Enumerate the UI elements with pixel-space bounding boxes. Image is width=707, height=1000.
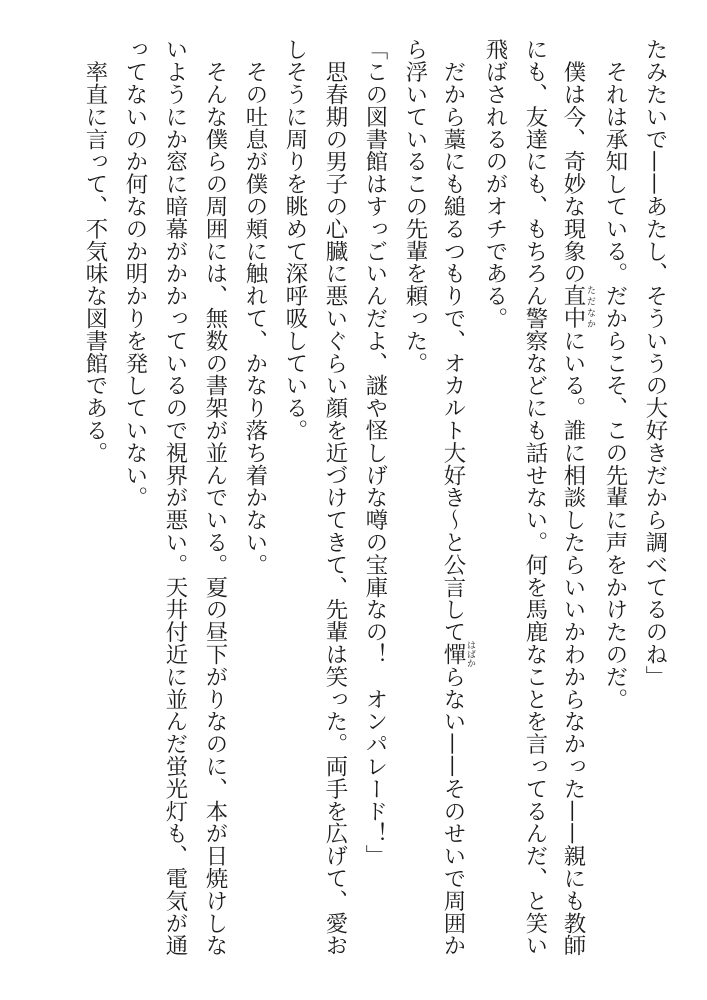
text-line: ってないのか何なのか明かりを発していない。 bbox=[122, 38, 148, 509]
text-line: そんな僕らの周囲には、無数の書架が並んでいる。夏の昼下がりなのに、本が日焼けしな bbox=[202, 38, 228, 957]
text-line: たみたいで——あたし、そういうの大好きだから調べてるのね」 bbox=[642, 38, 668, 688]
text-line: その吐息が僕の頬に触れて、かなり落ち着かない。 bbox=[242, 38, 268, 576]
text-line: 飛ばされるのがオチである。 bbox=[482, 38, 508, 330]
ruby-base: 憚 bbox=[440, 640, 466, 668]
text-line: それは承知している。だからこそ、この先輩に声をかけたのだ。 bbox=[602, 38, 628, 710]
body-text bbox=[75, 38, 675, 968]
ruby-text: ただなか bbox=[585, 284, 595, 330]
text-segment: にいる。誰に相談したらいいかわからなかった——親にも教師 bbox=[560, 329, 586, 957]
text-line: ら浮いているこの先輩を頼った。 bbox=[402, 38, 428, 374]
text-line bbox=[555, 38, 595, 968]
text-line: 「この図書館はすっごいんだよ、謎や怪しげな噂の宝庫なの！ オンパレード！」 bbox=[362, 38, 388, 867]
text-segment: だから藁にも縋るつもりで、オカルト大好き〜と公言して bbox=[440, 38, 466, 643]
ruby-annotation bbox=[560, 284, 595, 330]
text-line: 率直に言って、不気味な図書館である。 bbox=[82, 38, 108, 464]
text-line: にも、友達にも、もちろん警察などにも話せない。何を馬鹿なことを言ってるんだ、と笑い bbox=[522, 38, 548, 957]
text-line: しそうに周りを眺めて深呼吸している。 bbox=[282, 38, 308, 442]
text-segment: らない——そのせいで周囲か bbox=[440, 665, 466, 957]
text-line: 思春期の男子の心臓に悪いぐらい顔を近づけてきて、先輩は笑った。両手を広げて、愛お bbox=[322, 38, 348, 957]
ruby-text: はばか bbox=[465, 640, 475, 668]
ruby-annotation bbox=[440, 640, 475, 668]
text-line: いようにか窓に暗幕がかかっているので視界が悪い。天井付近に並んだ蛍光灯も、電気が通 bbox=[162, 38, 188, 957]
text-segment: 僕は今、奇妙な現象の bbox=[560, 38, 586, 285]
text-line bbox=[435, 38, 475, 968]
ruby-base: 直中 bbox=[560, 284, 586, 330]
